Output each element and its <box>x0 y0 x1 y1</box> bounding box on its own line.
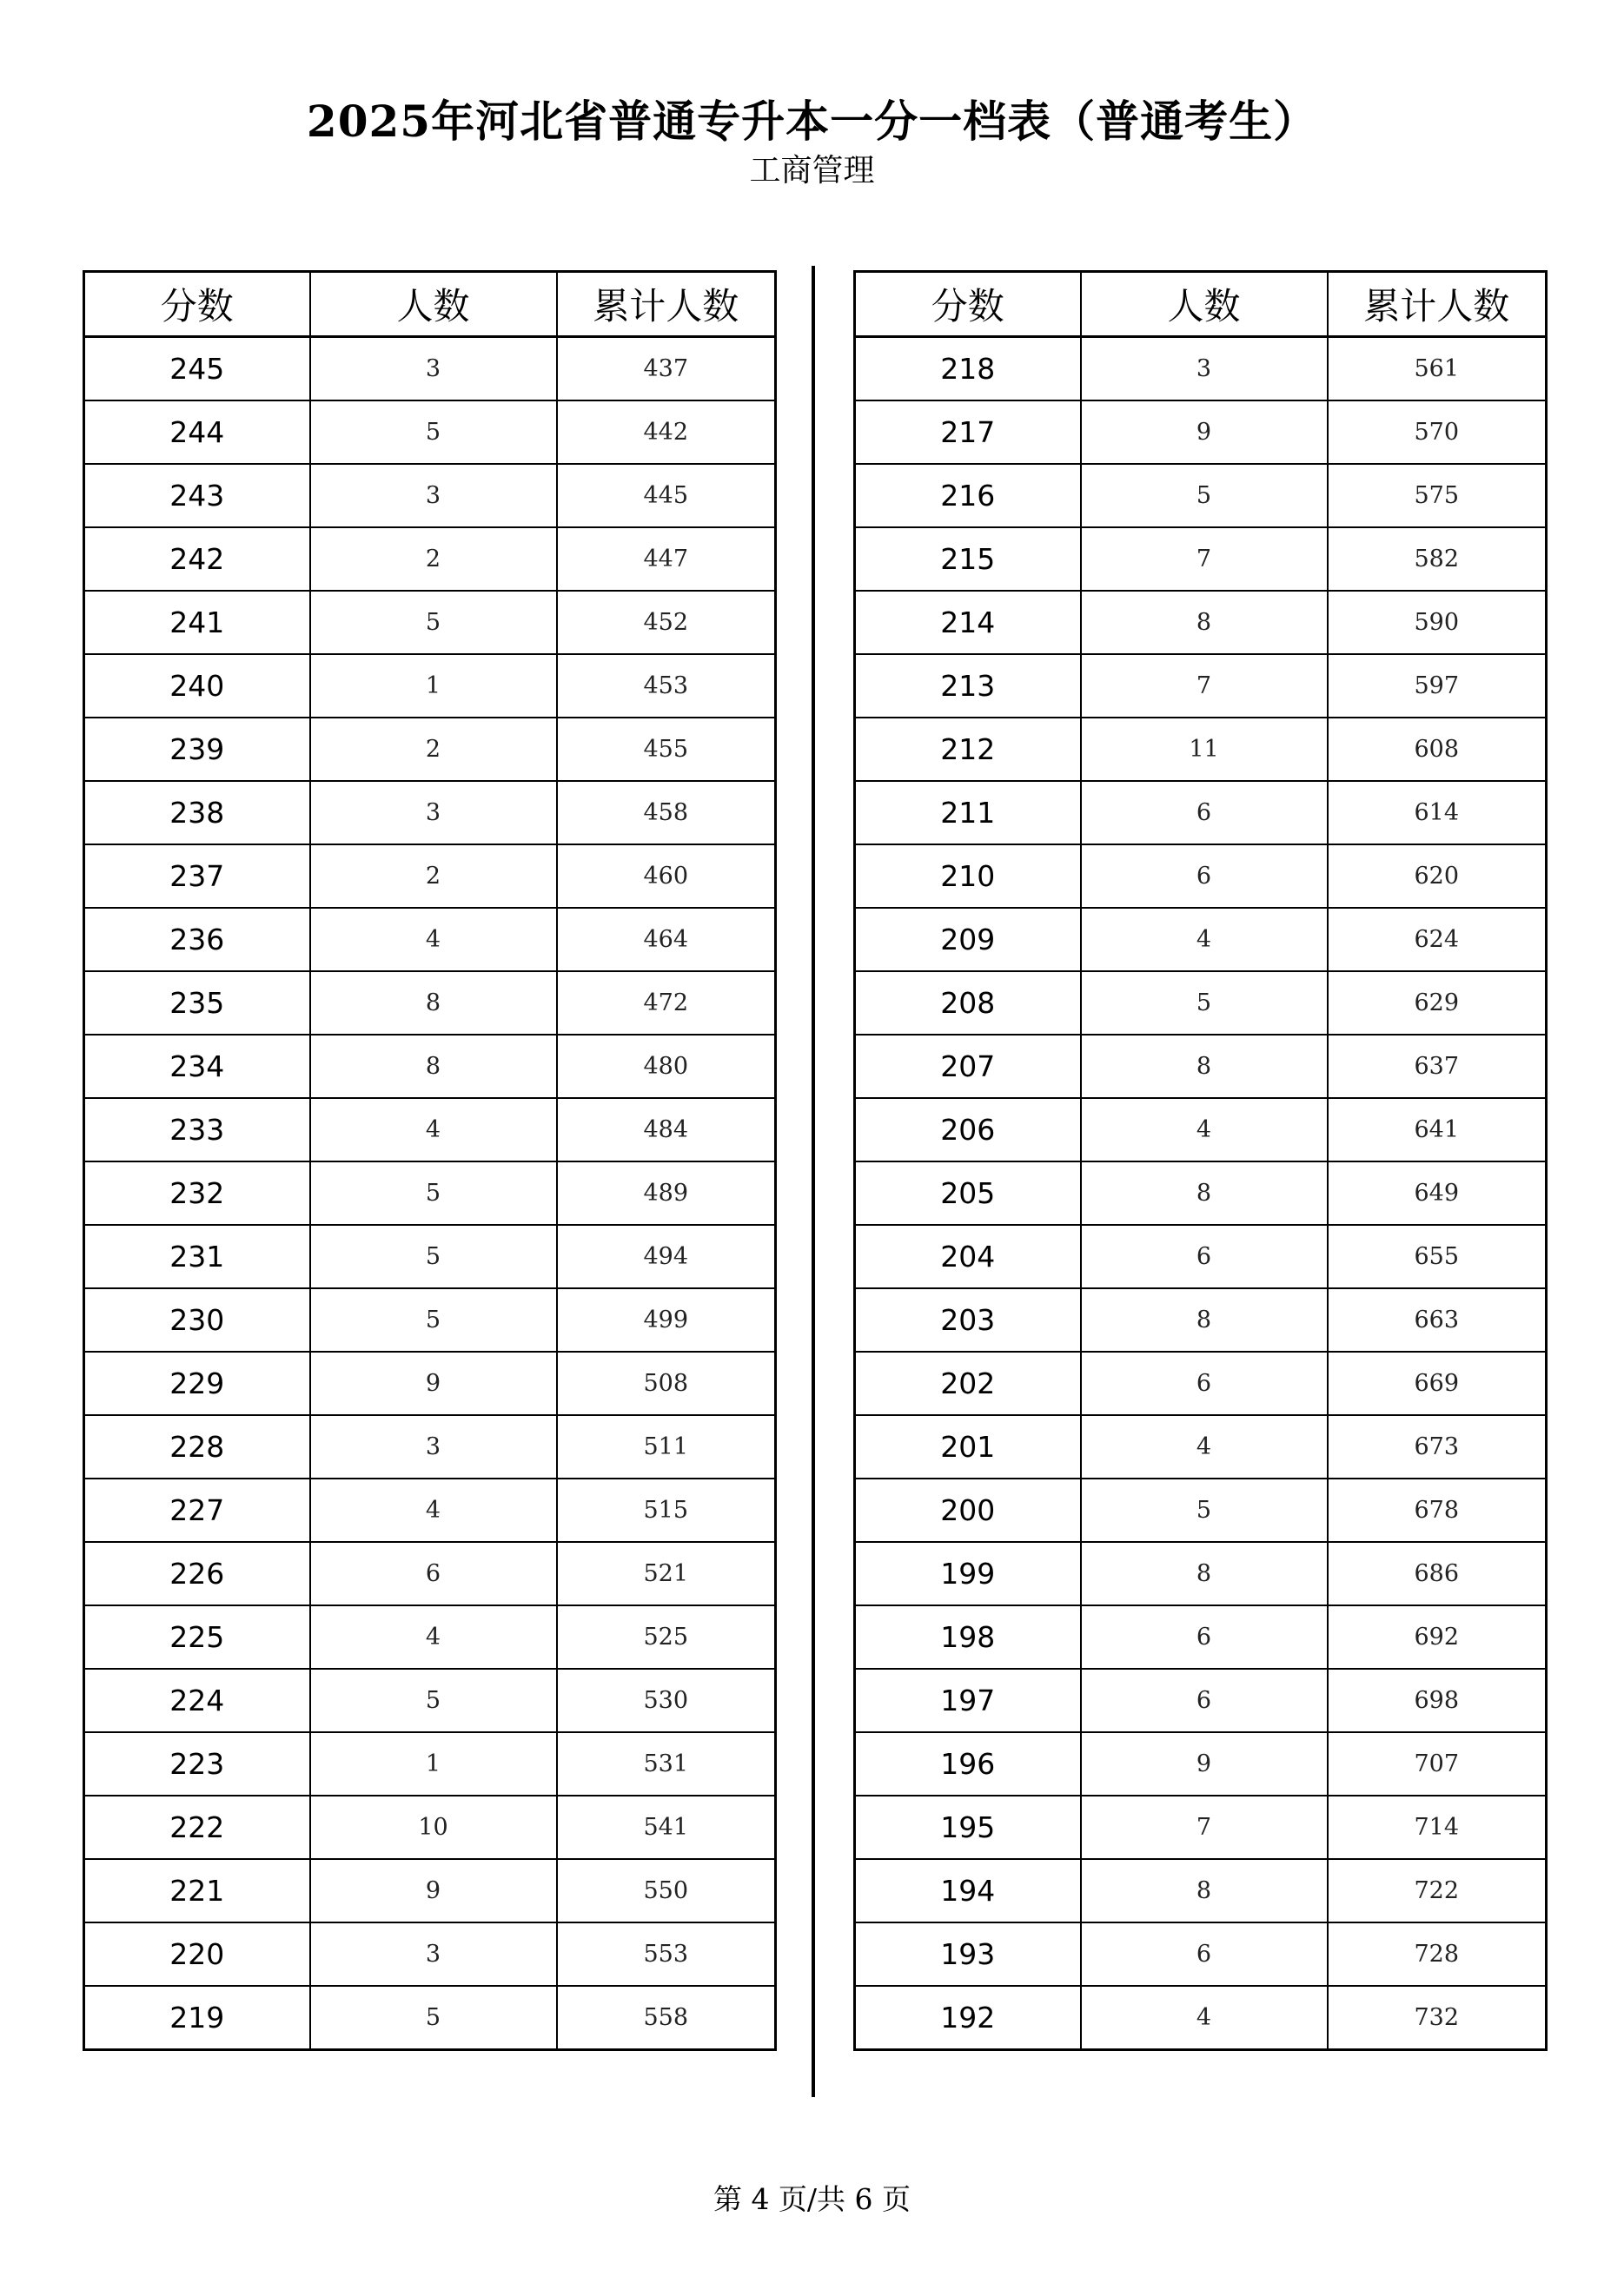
table-row <box>84 1288 776 1352</box>
table-row <box>855 781 1547 844</box>
table-row <box>84 718 776 781</box>
cell-score: 224 <box>84 1669 310 1732</box>
cell-score: 233 <box>84 1098 310 1161</box>
cell-score: 242 <box>84 527 310 591</box>
table-row <box>84 654 776 718</box>
cell-cumulative: 458 <box>557 781 776 844</box>
cell-count: 6 <box>1081 1922 1328 1986</box>
cell-score: 210 <box>855 844 1081 908</box>
table-header-row <box>855 272 1547 337</box>
cell-score: 195 <box>855 1796 1081 1859</box>
table-row <box>855 1035 1547 1098</box>
cell-score: 213 <box>855 654 1081 718</box>
table-row <box>855 1796 1547 1859</box>
table-row <box>84 464 776 527</box>
table-row <box>855 1161 1547 1225</box>
cell-count: 5 <box>310 1225 557 1288</box>
cell-cumulative: 541 <box>557 1796 776 1859</box>
cell-score: 240 <box>84 654 310 718</box>
cell-cumulative: 629 <box>1328 971 1547 1035</box>
header-score: 分数 <box>855 272 1081 337</box>
score-table-right <box>853 270 1548 2051</box>
table-row <box>855 1922 1547 1986</box>
cell-count: 10 <box>310 1796 557 1859</box>
column-divider <box>812 266 815 2097</box>
cell-score: 201 <box>855 1415 1081 1479</box>
cell-score: 234 <box>84 1035 310 1098</box>
cell-score: 199 <box>855 1542 1081 1605</box>
cell-cumulative: 464 <box>557 908 776 971</box>
cell-count: 6 <box>310 1542 557 1605</box>
cell-cumulative: 530 <box>557 1669 776 1732</box>
cell-count: 8 <box>1081 1288 1328 1352</box>
table-header-row <box>84 272 776 337</box>
table-row <box>855 718 1547 781</box>
table-row <box>84 1986 776 2050</box>
cell-count: 7 <box>1081 1796 1328 1859</box>
cell-count: 4 <box>310 908 557 971</box>
table-row <box>84 1669 776 1732</box>
cell-score: 229 <box>84 1352 310 1415</box>
header-score: 分数 <box>84 272 310 337</box>
cell-cumulative: 452 <box>557 591 776 654</box>
cell-score: 244 <box>84 400 310 464</box>
cell-cumulative: 570 <box>1328 400 1547 464</box>
cell-cumulative: 686 <box>1328 1542 1547 1605</box>
cell-count: 8 <box>310 1035 557 1098</box>
cell-score: 214 <box>855 591 1081 654</box>
table-row <box>84 1796 776 1859</box>
table-row <box>855 1415 1547 1479</box>
cell-cumulative: 489 <box>557 1161 776 1225</box>
table-row <box>855 464 1547 527</box>
cell-count: 8 <box>1081 1542 1328 1605</box>
cell-count: 11 <box>1081 718 1328 781</box>
cell-count: 4 <box>1081 908 1328 971</box>
cell-cumulative: 515 <box>557 1479 776 1542</box>
cell-count: 3 <box>1081 337 1328 401</box>
cell-count: 6 <box>1081 1352 1328 1415</box>
table-row <box>84 781 776 844</box>
table-body-right <box>855 337 1547 2050</box>
cell-cumulative: 722 <box>1328 1859 1547 1922</box>
cell-cumulative: 620 <box>1328 844 1547 908</box>
cell-cumulative: 447 <box>557 527 776 591</box>
header-count: 人数 <box>310 272 557 337</box>
table-row <box>855 1732 1547 1796</box>
cell-score: 207 <box>855 1035 1081 1098</box>
cell-count: 7 <box>1081 654 1328 718</box>
cell-cumulative: 553 <box>557 1922 776 1986</box>
cell-score: 215 <box>855 527 1081 591</box>
cell-score: 196 <box>855 1732 1081 1796</box>
table-row <box>84 1479 776 1542</box>
cell-cumulative: 673 <box>1328 1415 1547 1479</box>
table-row <box>855 1288 1547 1352</box>
cell-cumulative: 614 <box>1328 781 1547 844</box>
table-row <box>855 844 1547 908</box>
cell-count: 5 <box>1081 971 1328 1035</box>
cell-cumulative: 649 <box>1328 1161 1547 1225</box>
table-row <box>84 1605 776 1669</box>
cell-cumulative: 472 <box>557 971 776 1035</box>
cell-score: 241 <box>84 591 310 654</box>
cell-count: 8 <box>310 971 557 1035</box>
cell-count: 8 <box>1081 1035 1328 1098</box>
cell-cumulative: 437 <box>557 337 776 401</box>
table-row <box>855 1986 1547 2050</box>
page-subtitle: 工商管理 <box>749 153 875 189</box>
cell-score: 212 <box>855 718 1081 781</box>
table-row <box>855 1098 1547 1161</box>
table-row <box>84 1225 776 1288</box>
cell-cumulative: 499 <box>557 1288 776 1352</box>
cell-score: 197 <box>855 1669 1081 1732</box>
cell-score: 211 <box>855 781 1081 844</box>
cell-score: 217 <box>855 400 1081 464</box>
table-row <box>84 1098 776 1161</box>
cell-count: 1 <box>310 654 557 718</box>
cell-count: 4 <box>1081 1098 1328 1161</box>
cell-score: 218 <box>855 337 1081 401</box>
table-row <box>855 908 1547 971</box>
table-row <box>855 337 1547 401</box>
cell-cumulative: 732 <box>1328 1986 1547 2050</box>
cell-score: 219 <box>84 1986 310 2050</box>
cell-cumulative: 608 <box>1328 718 1547 781</box>
cell-cumulative: 442 <box>557 400 776 464</box>
cell-count: 3 <box>310 1922 557 1986</box>
cell-score: 220 <box>84 1922 310 1986</box>
table-row <box>855 654 1547 718</box>
table-row <box>84 844 776 908</box>
cell-score: 230 <box>84 1288 310 1352</box>
cell-count: 5 <box>310 400 557 464</box>
cell-cumulative: 597 <box>1328 654 1547 718</box>
table-row <box>84 1035 776 1098</box>
table-row <box>84 971 776 1035</box>
cell-score: 200 <box>855 1479 1081 1542</box>
cell-cumulative: 561 <box>1328 337 1547 401</box>
cell-count: 7 <box>1081 527 1328 591</box>
cell-count: 4 <box>1081 1415 1328 1479</box>
cell-score: 237 <box>84 844 310 908</box>
cell-score: 208 <box>855 971 1081 1035</box>
cell-score: 206 <box>855 1098 1081 1161</box>
table-row <box>855 400 1547 464</box>
table-row <box>855 527 1547 591</box>
table-row <box>84 1352 776 1415</box>
cell-count: 2 <box>310 527 557 591</box>
cell-score: 226 <box>84 1542 310 1605</box>
cell-score: 236 <box>84 908 310 971</box>
cell-cumulative: 460 <box>557 844 776 908</box>
cell-count: 3 <box>310 1415 557 1479</box>
cell-count: 8 <box>1081 591 1328 654</box>
cell-score: 227 <box>84 1479 310 1542</box>
cell-count: 5 <box>1081 1479 1328 1542</box>
cell-count: 9 <box>310 1859 557 1922</box>
cell-score: 243 <box>84 464 310 527</box>
table-row <box>855 1479 1547 1542</box>
cell-cumulative: 655 <box>1328 1225 1547 1288</box>
score-table-left <box>83 270 777 2051</box>
cell-cumulative: 550 <box>557 1859 776 1922</box>
cell-count: 5 <box>310 1669 557 1732</box>
cell-count: 5 <box>310 591 557 654</box>
table-row <box>84 1542 776 1605</box>
cell-count: 6 <box>1081 1225 1328 1288</box>
cell-score: 223 <box>84 1732 310 1796</box>
cell-score: 225 <box>84 1605 310 1669</box>
cell-count: 5 <box>1081 464 1328 527</box>
cell-cumulative: 480 <box>557 1035 776 1098</box>
cell-count: 1 <box>310 1732 557 1796</box>
cell-cumulative: 590 <box>1328 591 1547 654</box>
cell-count: 5 <box>310 1161 557 1225</box>
table-row <box>84 908 776 971</box>
cell-cumulative: 575 <box>1328 464 1547 527</box>
cell-score: 231 <box>84 1225 310 1288</box>
cell-score: 209 <box>855 908 1081 971</box>
table-row <box>855 1859 1547 1922</box>
cell-score: 202 <box>855 1352 1081 1415</box>
cell-cumulative: 637 <box>1328 1035 1547 1098</box>
cell-count: 5 <box>310 1986 557 2050</box>
cell-cumulative: 678 <box>1328 1479 1547 1542</box>
cell-count: 8 <box>1081 1161 1328 1225</box>
header-cumulative: 累计人数 <box>1328 272 1547 337</box>
page-title: 2025年河北省普通专升本一分一档表（普通考生） <box>306 96 1318 147</box>
cell-cumulative: 484 <box>557 1098 776 1161</box>
cell-count: 3 <box>310 337 557 401</box>
table-row <box>855 1605 1547 1669</box>
cell-cumulative: 663 <box>1328 1288 1547 1352</box>
cell-cumulative: 714 <box>1328 1796 1547 1859</box>
cell-score: 192 <box>855 1986 1081 2050</box>
cell-cumulative: 669 <box>1328 1352 1547 1415</box>
cell-score: 232 <box>84 1161 310 1225</box>
cell-count: 4 <box>1081 1986 1328 2050</box>
cell-count: 4 <box>310 1479 557 1542</box>
table-row <box>84 337 776 401</box>
cell-count: 3 <box>310 464 557 527</box>
cell-score: 204 <box>855 1225 1081 1288</box>
cell-score: 198 <box>855 1605 1081 1669</box>
table-row <box>84 1922 776 1986</box>
cell-score: 205 <box>855 1161 1081 1225</box>
table-row <box>855 591 1547 654</box>
table-body-left <box>84 337 776 2050</box>
cell-count: 5 <box>310 1288 557 1352</box>
cell-cumulative: 641 <box>1328 1098 1547 1161</box>
cell-cumulative: 692 <box>1328 1605 1547 1669</box>
table-row <box>84 1859 776 1922</box>
cell-count: 2 <box>310 844 557 908</box>
table-row <box>855 1352 1547 1415</box>
cell-score: 221 <box>84 1859 310 1922</box>
cell-cumulative: 494 <box>557 1225 776 1288</box>
cell-score: 238 <box>84 781 310 844</box>
cell-cumulative: 558 <box>557 1986 776 2050</box>
cell-cumulative: 531 <box>557 1732 776 1796</box>
cell-score: 228 <box>84 1415 310 1479</box>
cell-score: 203 <box>855 1288 1081 1352</box>
cell-count: 9 <box>310 1352 557 1415</box>
header-cumulative: 累计人数 <box>557 272 776 337</box>
table-row <box>84 527 776 591</box>
cell-count: 2 <box>310 718 557 781</box>
cell-score: 235 <box>84 971 310 1035</box>
cell-count: 4 <box>310 1605 557 1669</box>
cell-score: 194 <box>855 1859 1081 1922</box>
cell-score: 245 <box>84 337 310 401</box>
cell-cumulative: 698 <box>1328 1669 1547 1732</box>
table-row <box>84 400 776 464</box>
cell-count: 6 <box>1081 1605 1328 1669</box>
cell-count: 6 <box>1081 781 1328 844</box>
cell-count: 6 <box>1081 844 1328 908</box>
cell-count: 4 <box>310 1098 557 1161</box>
table-row <box>84 591 776 654</box>
cell-cumulative: 624 <box>1328 908 1547 971</box>
table-row <box>855 1669 1547 1732</box>
cell-cumulative: 728 <box>1328 1922 1547 1986</box>
cell-score: 193 <box>855 1922 1081 1986</box>
table-row <box>855 1225 1547 1288</box>
table-row <box>84 1732 776 1796</box>
cell-count: 6 <box>1081 1669 1328 1732</box>
cell-score: 239 <box>84 718 310 781</box>
cell-cumulative: 455 <box>557 718 776 781</box>
table-row <box>855 1542 1547 1605</box>
header-count: 人数 <box>1081 272 1328 337</box>
cell-score: 222 <box>84 1796 310 1859</box>
cell-count: 9 <box>1081 400 1328 464</box>
cell-count: 9 <box>1081 1732 1328 1796</box>
table-row <box>84 1161 776 1225</box>
cell-cumulative: 453 <box>557 654 776 718</box>
cell-cumulative: 511 <box>557 1415 776 1479</box>
cell-cumulative: 521 <box>557 1542 776 1605</box>
cell-cumulative: 707 <box>1328 1732 1547 1796</box>
table-row <box>855 971 1547 1035</box>
cell-score: 216 <box>855 464 1081 527</box>
cell-count: 3 <box>310 781 557 844</box>
cell-cumulative: 582 <box>1328 527 1547 591</box>
cell-cumulative: 525 <box>557 1605 776 1669</box>
cell-count: 8 <box>1081 1859 1328 1922</box>
page-footer: 第 4 页/共 6 页 <box>713 2182 911 2216</box>
table-row <box>84 1415 776 1479</box>
cell-cumulative: 508 <box>557 1352 776 1415</box>
cell-cumulative: 445 <box>557 464 776 527</box>
